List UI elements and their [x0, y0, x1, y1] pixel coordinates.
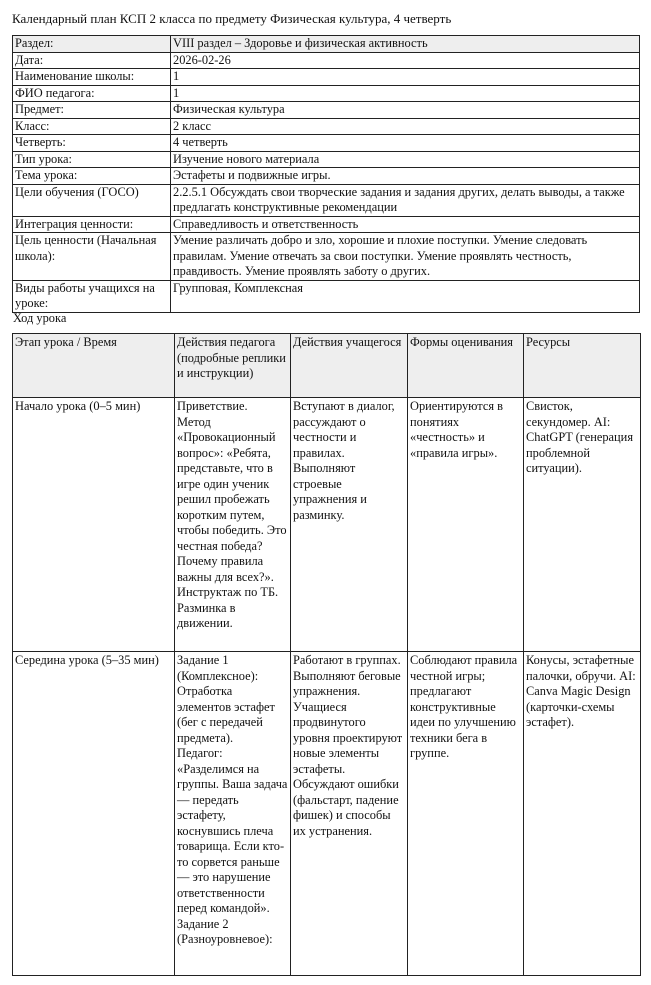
- info-row: [13, 102, 640, 119]
- teacher-actions-cell: Задание 1 (Комплексное): Отработка элементов эстафет (бег с передачей предмета). Педагог: «Разделимся на группы. Ваша задача — передать эстафету, коснувшись плеча товарища. Если кто-то сорвется раньше — это нарушение ответственности перед командой». Задание 2 (Разноуровневое):: [175, 652, 291, 976]
- resources-cell: Конусы, эстафетные палочки, обручи. AI: Canva Magic Design (карточки-схемы эстафет).: [524, 652, 641, 976]
- info-value: Умение различать добро и зло, хорошие и плохие поступки. Умение следовать правилам. Умение отвечать за свои поступки. Умение проявлять честность, правдивость. Умение проявлять заботу о других.: [171, 233, 640, 281]
- info-label: ФИО педагога:: [13, 85, 171, 102]
- lesson-table-header-row: [13, 334, 641, 398]
- info-table: [12, 35, 640, 313]
- student-actions-cell: Работают в группах. Выполняют беговые упражнения. Учащиеся продвинутого уровня проектируют новые элементы эстафеты. Обсуждают ошибки (фальстарт, падение фишек) и способы их устранения.: [291, 652, 408, 976]
- info-label: Интеграция ценности:: [13, 216, 171, 233]
- lesson-plan-table: [12, 333, 641, 976]
- table-row: [13, 398, 641, 652]
- header-assessment: Формы оценивания: [408, 334, 524, 398]
- info-row: [13, 184, 640, 216]
- table-row: [13, 652, 641, 976]
- info-row: [13, 118, 640, 135]
- info-row: [13, 216, 640, 233]
- assessment-cell: Ориентируются в понятиях «честность» и «правила игры».: [408, 398, 524, 652]
- info-value: Изучение нового материала: [171, 151, 640, 168]
- info-row: [13, 36, 640, 53]
- info-value: 2026-02-26: [171, 52, 640, 69]
- info-value: 1: [171, 69, 640, 86]
- info-row: [13, 135, 640, 152]
- info-label: Четверть:: [13, 135, 171, 152]
- info-label: Класс:: [13, 118, 171, 135]
- info-row: [13, 233, 640, 281]
- info-row: [13, 52, 640, 69]
- header-teacher-actions: Действия педагога (подробные реплики и инструкции): [175, 334, 291, 398]
- info-label: Дата:: [13, 52, 171, 69]
- info-value: Справедливость и ответственность: [171, 216, 640, 233]
- info-value: Групповая, Комплексная: [171, 280, 640, 312]
- info-value: 4 четверть: [171, 135, 640, 152]
- info-label: Раздел:: [13, 36, 171, 53]
- header-resources: Ресурсы: [524, 334, 641, 398]
- info-label: Цели обучения (ГОСО): [13, 184, 171, 216]
- info-label: Цель ценности (Начальная школа):: [13, 233, 171, 281]
- info-value: Физическая культура: [171, 102, 640, 119]
- info-label: Наименование школы:: [13, 69, 171, 86]
- info-value: 2 класс: [171, 118, 640, 135]
- info-row: [13, 280, 640, 312]
- info-label: Тема урока:: [13, 168, 171, 185]
- info-value: 2.2.5.1 Обсуждать свои творческие задания и задания других, делать выводы, а также предлагать конструктивные рекомендации: [171, 184, 640, 216]
- teacher-actions-cell: Приветствие. Метод «Провокационный вопрос»: «Ребята, представьте, что в игре один ученик решил пробежать коротким путем, чтобы победить. Это честная победа? Почему правила важны для всех?». Инструктаж по ТБ. Разминка в движении.: [175, 398, 291, 652]
- info-row: [13, 69, 640, 86]
- info-row: [13, 168, 640, 185]
- document-title: Календарный план КСП 2 класса по предмету Физическая культура, 4 четверть: [12, 11, 452, 26]
- section-label: Ход урока: [13, 311, 67, 325]
- info-value: 1: [171, 85, 640, 102]
- info-row: [13, 85, 640, 102]
- info-label: Тип урока:: [13, 151, 171, 168]
- info-label: Виды работы учащихся на уроке:: [13, 280, 171, 312]
- stage-cell: Начало урока (0–5 мин): [13, 398, 175, 652]
- info-value: VIII раздел – Здоровье и физическая активность: [171, 36, 640, 53]
- info-value: Эстафеты и подвижные игры.: [171, 168, 640, 185]
- resources-cell: Свисток, секундомер. AI: ChatGPT (генерация проблемной ситуации).: [524, 398, 641, 652]
- student-actions-cell: Вступают в диалог, рассуждают о честности и правилах. Выполняют строевые упражнения и разминку.: [291, 398, 408, 652]
- stage-cell: Середина урока (5–35 мин): [13, 652, 175, 976]
- info-label: Предмет:: [13, 102, 171, 119]
- header-student-actions: Действия учащегося: [291, 334, 408, 398]
- header-stage: Этап урока / Время: [13, 334, 175, 398]
- info-row: [13, 151, 640, 168]
- assessment-cell: Соблюдают правила честной игры; предлагают конструктивные идеи по улучшению техники бега в группе.: [408, 652, 524, 976]
